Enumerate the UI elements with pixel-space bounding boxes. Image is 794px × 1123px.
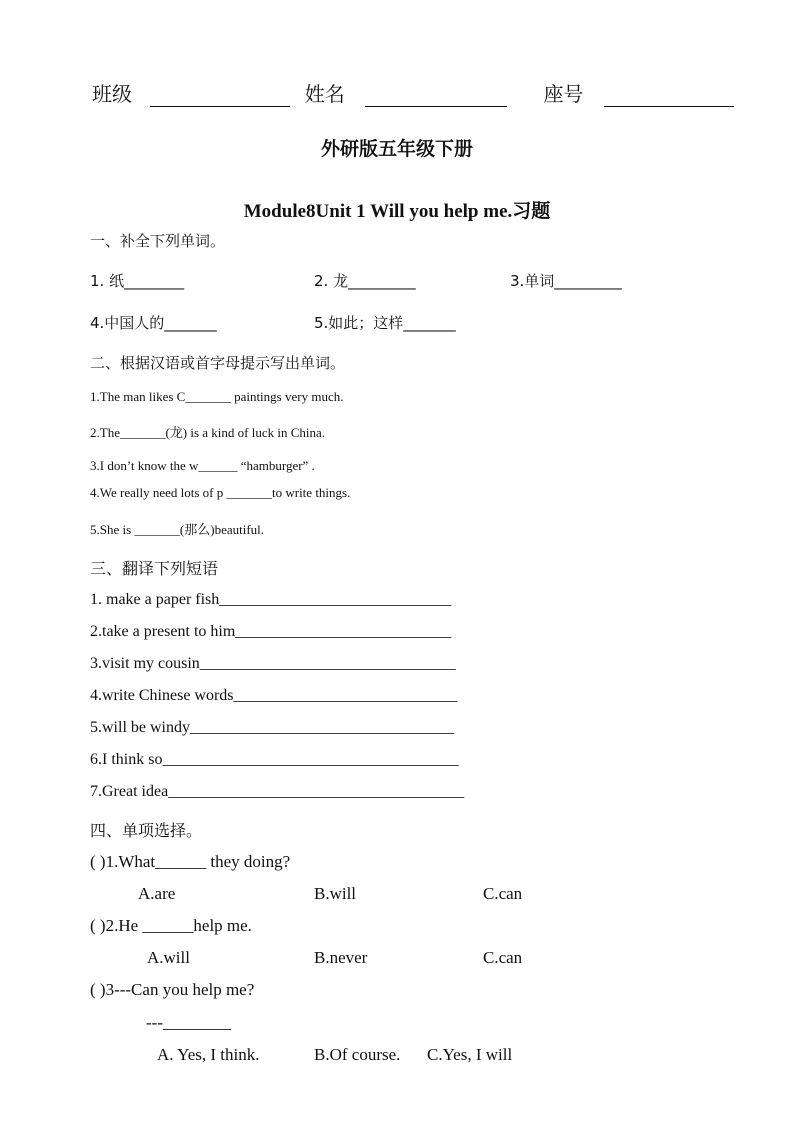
class-label: 班级 <box>92 82 132 106</box>
page-subtitle: 外研版五年级下册 <box>320 138 473 160</box>
section3-item-7[interactable]: 7.Great idea_____________________________________ <box>90 783 465 800</box>
section2-item-3[interactable]: 3.I don’t know the w______ “hamburger” . <box>90 458 315 473</box>
question-1-stem[interactable]: ( )1.What______ they doing? <box>90 852 291 871</box>
section2-heading: 二、根据汉语或首字母提示写出单词。 <box>90 354 346 372</box>
question-1-option-b[interactable]: B.will <box>314 884 357 903</box>
question-1-option-c[interactable]: C.can <box>483 884 523 903</box>
section3-item-4[interactable]: 4.write Chinese words____________________________ <box>90 687 458 704</box>
question-3-option-c[interactable]: C.Yes, I will <box>427 1045 513 1064</box>
question-3-stem[interactable]: ( )3---Can you help me? <box>90 980 255 999</box>
section3-item-5[interactable]: 5.will be windy_________________________________ <box>90 719 454 736</box>
section1-item-1[interactable]: 1. 纸________ <box>90 272 185 290</box>
question-2-option-b[interactable]: B.never <box>314 948 368 967</box>
section2-item-4[interactable]: 4.We really need lots of p _______to write things. <box>90 485 351 500</box>
question-2-stem[interactable]: ( )2.He ______help me. <box>90 916 252 935</box>
question-2-option-c[interactable]: C.can <box>483 948 523 967</box>
question-3-option-a[interactable]: A. Yes, I think. <box>157 1045 260 1064</box>
seat-label: 座号 <box>543 82 584 106</box>
section4-heading: 四、单项选择。 <box>90 821 203 840</box>
name-label: 姓名 <box>304 82 345 106</box>
section3-heading: 三、翻译下列短语 <box>90 559 219 578</box>
question-2-option-a[interactable]: A.will <box>147 948 190 967</box>
question-1-option-a[interactable]: A.are <box>138 884 176 903</box>
section1-item-3[interactable]: 3.单词_________ <box>510 272 622 290</box>
section1-item-5[interactable]: 5.如此；这样_______ <box>314 314 456 332</box>
class-blank[interactable] <box>150 86 290 107</box>
seat-blank[interactable] <box>604 86 734 107</box>
section2-item-1[interactable]: 1.The man likes C_______ paintings very much. <box>90 389 344 404</box>
page-title: Module8Unit 1 Will you help me.习题 <box>243 201 551 222</box>
section1-item-4[interactable]: 4.中国人的_______ <box>90 314 217 332</box>
section2-item-2[interactable]: 2.The_______(龙) is a kind of luck in China. <box>90 425 326 440</box>
student-info-header <box>92 78 734 107</box>
name-blank[interactable] <box>365 86 507 107</box>
section3-item-6[interactable]: 6.I think so_____________________________________ <box>90 751 459 768</box>
section3-item-2[interactable]: 2.take a present to him___________________________ <box>90 623 452 640</box>
section1-heading: 一、补全下列单词。 <box>90 232 226 250</box>
section3-item-1[interactable]: 1. make a paper fish_____________________________ <box>90 591 452 608</box>
section3-item-3[interactable]: 3.visit my cousin________________________________ <box>90 655 456 672</box>
section1-item-2[interactable]: 2. 龙_________ <box>314 272 416 290</box>
question-3-option-b[interactable]: B.Of course. <box>314 1045 401 1064</box>
question-3-answer-blank[interactable]: ---________ <box>146 1013 231 1032</box>
section2-item-5[interactable]: 5.She is _______(那么)beautiful. <box>90 522 265 537</box>
